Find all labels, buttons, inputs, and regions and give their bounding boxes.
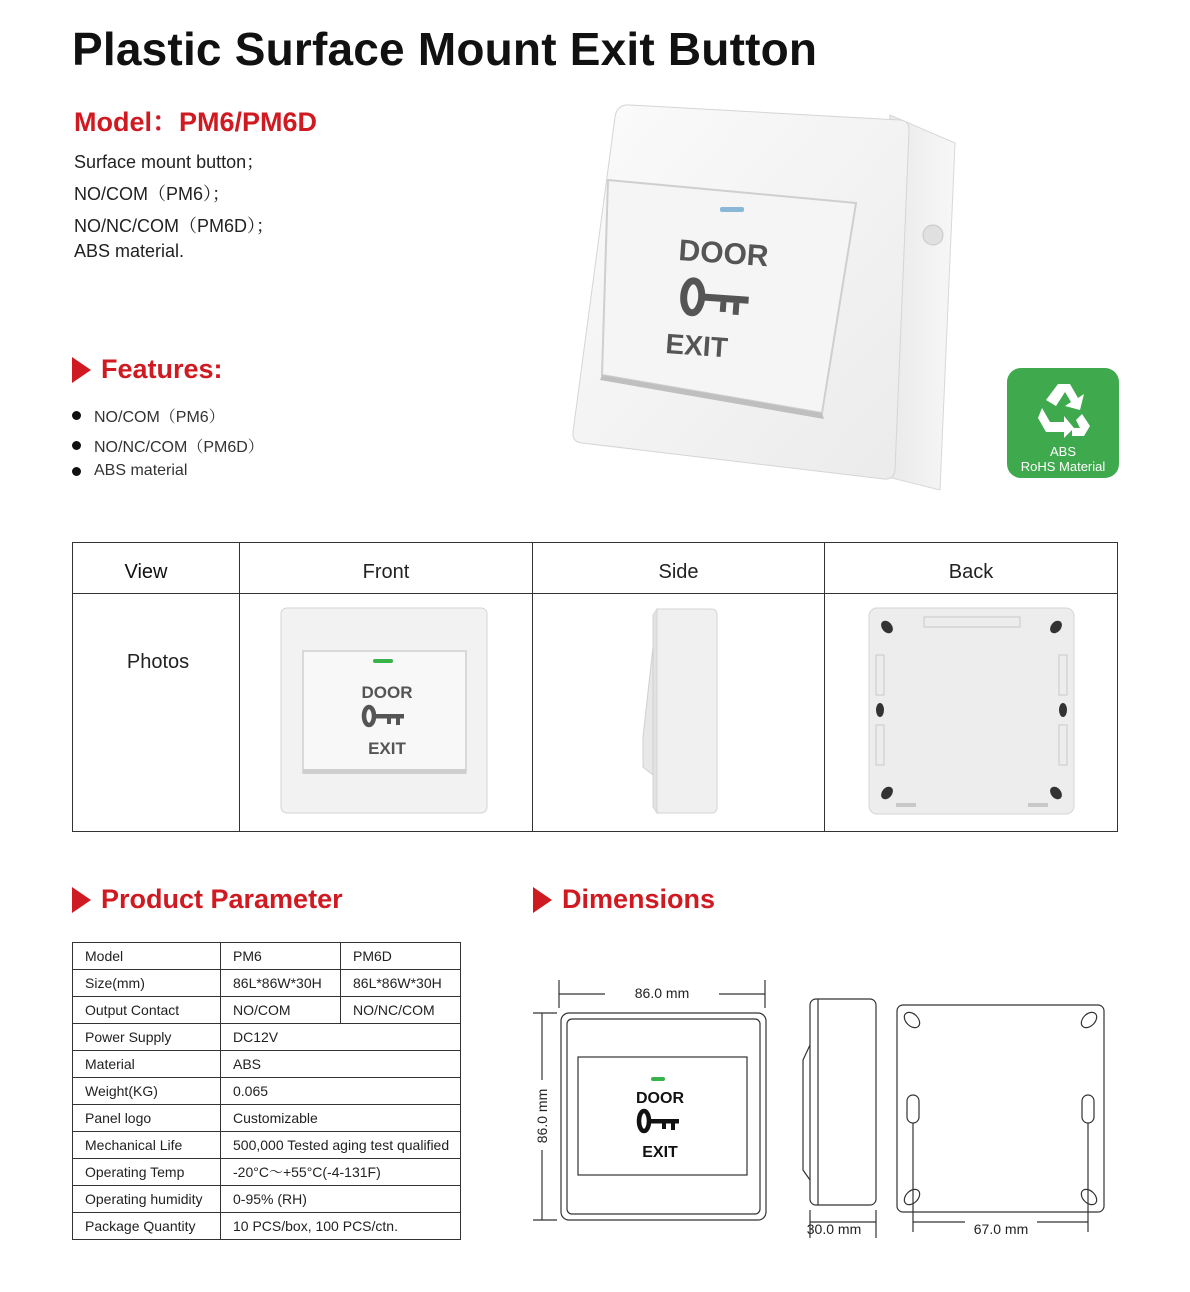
feature-item-text: ABS material bbox=[94, 462, 188, 479]
param-label: Weight(KG) bbox=[73, 1078, 221, 1105]
hole-spacing-label: 67.0 mm bbox=[973, 1221, 1029, 1237]
feature-item bbox=[72, 462, 187, 480]
dimensions-heading-text: Dimensions bbox=[562, 884, 716, 914]
param-label: Package Quantity bbox=[73, 1213, 221, 1240]
table-row bbox=[73, 1105, 461, 1132]
description-line-4: ABS material. bbox=[74, 241, 185, 261]
model-line: Model：PM6/PM6D bbox=[74, 107, 318, 137]
exit-label: EXIT bbox=[642, 1144, 678, 1161]
param-value: DC12V bbox=[221, 1024, 461, 1051]
description-line-3: NO/NC/COM（PM6D）； bbox=[74, 216, 275, 236]
param-label: Size(mm) bbox=[73, 970, 221, 997]
param-value: 86L*86W*30H bbox=[341, 970, 461, 997]
column-back: Back bbox=[948, 561, 994, 583]
triangle-marker-icon bbox=[72, 357, 91, 383]
triangle-marker-icon bbox=[533, 887, 552, 913]
dimensions-heading bbox=[533, 884, 715, 915]
param-value: NO/NC/COM bbox=[341, 997, 461, 1024]
column-side: Side bbox=[658, 561, 699, 583]
param-label: Power Supply bbox=[73, 1024, 221, 1051]
exit-label: EXIT bbox=[368, 739, 406, 758]
height-label: 86.0 mm bbox=[534, 1088, 550, 1144]
table-row bbox=[73, 1024, 461, 1051]
param-label: Material bbox=[73, 1051, 221, 1078]
door-label: DOOR bbox=[636, 1090, 684, 1107]
param-value: 0-95% (RH) bbox=[221, 1186, 461, 1213]
badge-line-2: RoHS Material bbox=[1020, 459, 1106, 474]
description-line-2: NO/COM（PM6）； bbox=[74, 184, 231, 204]
param-label: Mechanical Life bbox=[73, 1132, 221, 1159]
key-icon bbox=[639, 1111, 679, 1131]
param-value: ABS bbox=[221, 1051, 461, 1078]
param-value: NO/COM bbox=[221, 997, 341, 1024]
side-photo bbox=[633, 607, 723, 817]
view-table bbox=[72, 542, 1118, 832]
bullet-icon bbox=[72, 467, 81, 476]
param-label: Operating humidity bbox=[73, 1186, 221, 1213]
column-front: Front bbox=[362, 561, 410, 583]
back-photo bbox=[868, 607, 1078, 817]
exit-label: EXIT bbox=[664, 328, 729, 364]
table-row bbox=[73, 1078, 461, 1105]
param-value: 500,000 Tested aging test qualified bbox=[221, 1132, 461, 1159]
features-heading bbox=[72, 354, 223, 385]
depth-label: 30.0 mm bbox=[806, 1221, 862, 1237]
feature-item bbox=[72, 434, 264, 457]
photos-label: Photos bbox=[126, 651, 190, 673]
param-value: 10 PCS/box, 100 PCS/ctn. bbox=[221, 1213, 461, 1240]
feature-item bbox=[72, 404, 225, 427]
bullet-icon bbox=[72, 411, 81, 420]
table-row bbox=[73, 997, 461, 1024]
description-line-1: Surface mount button； bbox=[74, 152, 265, 172]
product-photo bbox=[560, 95, 970, 505]
feature-item-text: NO/COM（PM6） bbox=[94, 409, 225, 426]
param-value: 0.065 bbox=[221, 1078, 461, 1105]
bullet-icon bbox=[72, 441, 81, 450]
page-title: Plastic Surface Mount Exit Button bbox=[72, 23, 818, 75]
param-value: 86L*86W*30H bbox=[221, 970, 341, 997]
view-header: View bbox=[124, 561, 168, 583]
table-row bbox=[73, 1051, 461, 1078]
parameter-table bbox=[72, 942, 461, 1240]
param-label: Operating Temp bbox=[73, 1159, 221, 1186]
param-value: Customizable bbox=[221, 1105, 461, 1132]
width-label: 86.0 mm bbox=[634, 985, 690, 1001]
led-indicator bbox=[720, 207, 744, 212]
table-row bbox=[73, 1159, 461, 1186]
product-parameter-heading-text: Product Parameter bbox=[101, 884, 343, 914]
badge-line-1: ABS bbox=[1049, 444, 1076, 459]
table-row bbox=[73, 970, 461, 997]
triangle-marker-icon bbox=[72, 887, 91, 913]
param-label: Panel logo bbox=[73, 1105, 221, 1132]
feature-item-text: NO/NC/COM（PM6D） bbox=[94, 439, 264, 456]
param-value: -20°C～+55°C(-4-131F) bbox=[221, 1159, 461, 1186]
door-label: DOOR bbox=[677, 234, 770, 274]
param-value: PM6 bbox=[221, 943, 341, 970]
table-row bbox=[73, 1186, 461, 1213]
led-indicator bbox=[651, 1077, 665, 1081]
recycle-icon bbox=[1032, 378, 1096, 442]
param-label: Output Contact bbox=[73, 997, 221, 1024]
led-indicator bbox=[373, 659, 393, 663]
param-value: PM6D bbox=[341, 943, 461, 970]
param-label: Model bbox=[73, 943, 221, 970]
dimension-drawing bbox=[525, 970, 1125, 1245]
rohs-badge bbox=[1007, 368, 1119, 478]
product-parameter-heading bbox=[72, 884, 343, 915]
features-heading-text: Features: bbox=[101, 354, 223, 384]
table-row bbox=[73, 1132, 461, 1159]
table-row bbox=[73, 943, 461, 970]
table-row bbox=[73, 1213, 461, 1240]
door-label: DOOR bbox=[361, 683, 413, 702]
front-photo bbox=[280, 607, 490, 815]
